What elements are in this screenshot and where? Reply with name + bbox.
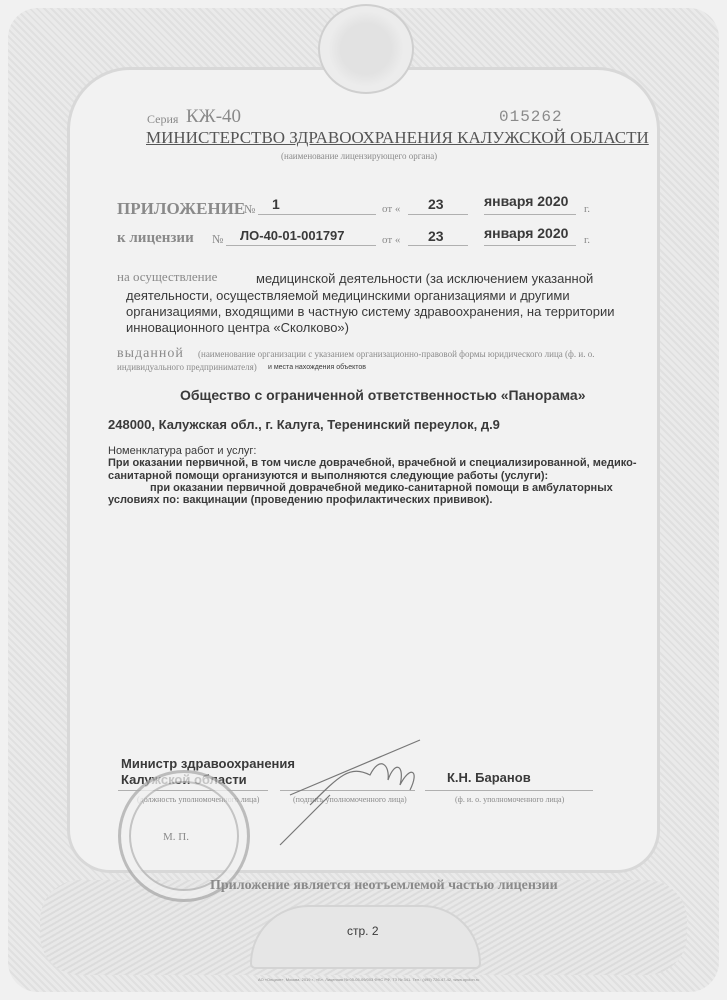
handwritten-signature <box>270 735 430 855</box>
nomenclature-title: Номенклатура работ и услуг: <box>108 445 257 457</box>
issued-caption: и места нахождения объектов <box>268 364 367 371</box>
issued-caption: (наименование организации с указанием организационно-правовой формы юридического лица (ф. и. о. <box>198 349 595 359</box>
activity-label: на осуществление <box>117 269 218 284</box>
appendix-label: ПРИЛОЖЕНИЕ <box>117 199 246 218</box>
issued-label: выданной <box>117 346 184 361</box>
coat-of-arms-emblem <box>318 4 414 94</box>
caption-name: (ф. и. о. уполномоченного лица) <box>455 795 565 804</box>
caption-position: (должность уполномоченного лица) <box>137 795 260 804</box>
appendix-day: 23 <box>428 196 444 212</box>
signer-name: К.Н. Баранов <box>447 770 531 785</box>
seal-label: М. П. <box>163 831 189 843</box>
from-label: от « <box>382 203 401 215</box>
organization-address: 248000, Калужская обл., г. Калуга, Теренинский переулок, д.9 <box>108 417 500 432</box>
license-month-year: января 2020 <box>484 225 569 241</box>
issuer-name: МИНИСТЕРСТВО ЗДРАВООХРАНЕНИЯ КАЛУЖСКОЙ ОБЛАСТИ <box>146 128 649 147</box>
series-value: КЖ-40 <box>186 106 242 127</box>
signer-position: Министр здравоохранения <box>121 756 295 771</box>
footer-note: Приложение является неотъемлемой частью лицензии <box>210 878 558 893</box>
license-number: ЛО-40-01-001797 <box>240 228 345 243</box>
activity-line: медицинской деятельности (за исключением указанной <box>256 271 594 286</box>
activity-line: деятельности, осуществляемой медицинскими организациями и другими <box>126 288 570 303</box>
nomenclature-line: при оказании первичной доврачебной медико-санитарной помощи в амбулаторных <box>150 482 613 494</box>
year-suffix: г. <box>584 203 591 215</box>
issuer-caption: (наименование лицензирующего органа) <box>281 151 438 161</box>
appendix-number: 1 <box>272 196 280 212</box>
appendix-month-year: января 2020 <box>484 193 569 209</box>
license-label: к лицензии <box>117 230 194 246</box>
signer-position: Калужской области <box>121 772 247 787</box>
number-sign: № <box>244 202 256 216</box>
nomenclature-line: При оказании первичной, в том числе доврачебной, врачебной и специализированной, медико- <box>108 457 637 469</box>
from-label: от « <box>382 234 401 246</box>
printer-info: АО «Опцион», Москва, 2019 г., «Б». Лицензия № 05-05-09/003 ФНС РФ, ТЗ № 341. Тел.: (495) 726-47-42, www.opcion.ru <box>258 977 480 982</box>
series-label: Серия <box>147 112 179 126</box>
year-suffix: г. <box>584 234 591 246</box>
nomenclature-line: условиях по: вакцинации (проведению профилактических прививок). <box>108 494 493 506</box>
number-sign: № <box>212 232 224 246</box>
issued-caption: индивидуального предпринимателя) <box>117 362 257 372</box>
nomenclature-line: санитарной помощи организуются и выполняются следующие работы (услуги): <box>108 470 549 482</box>
form-number: 015262 <box>499 108 563 126</box>
organization-name: Общество с ограниченной ответственностью «Панорама» <box>180 387 586 403</box>
license-day: 23 <box>428 228 444 244</box>
page-number: стр. 2 <box>347 924 379 938</box>
activity-line: инновационного центра «Сколково») <box>126 320 349 335</box>
caption-signature: (подпись уполномоченного лица) <box>293 795 407 804</box>
activity-line: организациями, входящими в частную систему здравоохранения, на территории <box>126 304 615 319</box>
